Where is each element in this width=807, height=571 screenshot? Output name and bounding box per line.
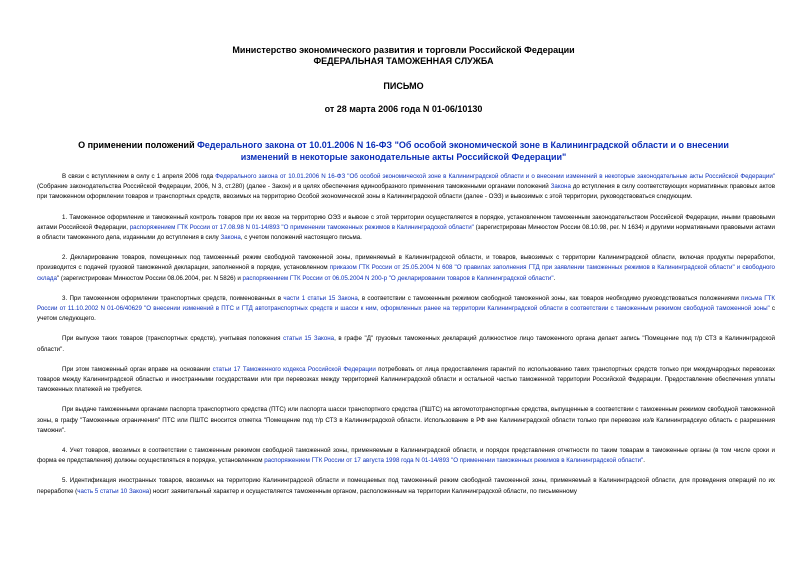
document-date-number: от 28 марта 2006 года N 01-06/10130 (324, 104, 483, 114)
subject-law-link[interactable]: Федерального закона от 10.01.2006 N 16-ФЗ "Об особой экономической зоне в Калининградской области и о внесении изменений в некоторые законодательные акты Российской Федерации" (197, 140, 729, 162)
legal-reference-link[interactable]: часть 5 статьи 10 Закона (77, 487, 150, 495)
paragraph-text: , в графе "Д" грузовых таможенных деклараций должностное лицо таможенного органа делает запись "Помещение под т/р СТЗ в Калининградской области". (37, 335, 775, 353)
paragraph-text: 1. Таможенное оформление и таможенный контроль товаров при их ввозе на территорию ОЭЗ и вывозе с этой территории осуществляется в порядке, установленном таможенным законодательством Российской Федерации, иными правовыми актами Российской Федерации, (37, 213, 775, 231)
paragraph-text: (зарегистрирован Минюстом России 08.10.98, рег. N 1634) и другими нормативными правовыми актами в области таможенного дела, изданными до вступления в силу (37, 223, 776, 242)
paragraph-text: . (553, 274, 556, 282)
service-title: ФЕДЕРАЛЬНАЯ ТАМОЖЕННАЯ СЛУЖБА (313, 56, 494, 66)
paragraph-text: до вступления в силу соответствующих нормативных правовых актов при таможенном оформлении товаров и транспортных средств, ввозимых на территорию Особой экономической зоны в Калининградской области (далее - ОЭЗ) и вывозимых с этой территории, руководствоваться следующим. (37, 183, 775, 201)
subject-prefix: О применении положений (78, 140, 198, 150)
paragraph (37, 405, 775, 436)
legal-reference-link[interactable]: приказом ГТК России от 25.05.2004 N 608 "О правилах заполнения ГТД при заявлении таможенных режимов в Калининградской области" и свободного склада (37, 264, 775, 282)
paragraph-text: , в соответствии с таможенным режимом свободной таможенной зоны, как товаров необходимо руководствоваться положениями (357, 294, 742, 302)
paragraph-text: При выдаче таможенными органами паспорта транспортного средства (ПТС) или паспорта шасси транспортного средства (ПШТС) на автомототранспортные средства, выпущенные в соответствии с таможенным режимом свободной таможенной зоны, в графу "Таможенные ограничения" ПТС или ПШТС вносится отметка "Помещение под т/р СТЗ в Калининградской области. Использование в РФ вне Калининградской области только при перевозке из/в Калининградскую область с разрешения таможни". (37, 406, 775, 434)
legal-reference-link[interactable]: распоряжением ГТК России от 17 августа 1998 года N 01-14/893 "О применении таможенных режимов в Калининградской области" (264, 457, 644, 465)
paragraph (37, 334, 775, 354)
document-type: ПИСЬМО (383, 81, 424, 91)
paragraph (37, 253, 775, 284)
document-body (37, 172, 775, 507)
paragraph-text: потребовать от лица предоставления гарантий по использованию таких транспортных средств только при международных перевозках товаров между Калининградской областью и иностранными государствами или при перевозках между территорией Калининградской области и остальной частью таможенной территории Российской Федерации. Предоставление обеспечения уплаты таможенных платежей не требуется. (37, 365, 776, 394)
paragraph-text: 5. Идентификация иностранных товаров, ввозимых на территорию Калининградской области и помещаемых под таможенный режим свободной таможенной зоны, применяемый в Калининградской области, для проведения операций по их переработке ( (37, 477, 775, 495)
paragraph-text: ) носит заявительный характер и осуществляется таможенным органом, расположенным на территории Калининградской области, по письменному (149, 487, 577, 495)
legal-reference-link[interactable]: Закона (220, 234, 241, 242)
paragraph-text: , с учетом положений настоящего письма. (240, 234, 362, 242)
document-subject (60, 139, 747, 163)
legal-reference-link[interactable]: письма ГТК России от 11.10.2002 N 01-06/40629 "О внесении изменений в ПТС и ГТД автотранспортных средств и шасси к ним, оформленных ранее на территории Калининградской области в соответствии с таможенным режимом свободной таможенной зоны" (37, 294, 775, 313)
paragraph-text: 4. Учет товаров, ввозимых в соответствии с таможенным режимом свободной таможенной зоны, применяемым в Калининградской области, и порядок представления отчетности по таким товарам в таможенные органы (в том числе сроки и форма ее представления) должны осуществляться в порядке, установленном (37, 447, 775, 465)
paragraph-text: При выпуске таких товаров (транспортных средств), учитывая положения (62, 335, 284, 343)
legal-reference-link[interactable]: части 1 статьи 15 Закона (283, 294, 358, 302)
legal-reference-link[interactable]: статьи 17 Таможенного кодекса Российской Федерации (212, 365, 376, 373)
paragraph-text: " (зарегистрирован Минюстом России 08.06.2004, рег. N 5826) и (56, 274, 243, 282)
legal-reference-link[interactable]: Закона (550, 183, 571, 191)
paragraph-text: 2. Декларирование товаров, помещенных под таможенный режим свободной таможенной зоны, применяемый в Калининградской области, и товаров, вывозимых с территории Калининградской области, включая продукты переработки, производится с подачей грузовой таможенной декларации, заполненной в порядке, установленном (37, 254, 775, 272)
paragraph (37, 476, 775, 496)
paragraph-text: В связи с вступлением в силу с 1 апреля 2006 года (62, 173, 216, 180)
paragraph (37, 213, 775, 244)
paragraph-text: с учетом следующего. (37, 305, 775, 323)
legal-reference-link[interactable]: распоряжением ГТК России от 17.08.98 N 01-14/893 "О применении таможенных режимов в Калининградской области" (127, 223, 474, 231)
paragraph (37, 446, 775, 466)
paragraph (37, 172, 775, 203)
paragraph-text: При этом таможенный орган вправе на основании (62, 365, 213, 373)
legal-reference-link[interactable]: статьи 15 Закона (283, 335, 335, 343)
legal-reference-link[interactable]: распоряжением ГТК России от 06.05.2004 N 200-р "О декларировании товаров в Калининградской области" (242, 274, 554, 282)
paragraph-text: (Собрание законодательства Российской Федерации, 2006, N 3, ст.280) (далее - Закон) и в целях обеспечения единообразного применения таможенными органами положений (37, 183, 551, 191)
paragraph-text: . (643, 457, 645, 465)
paragraph-text: 3. При таможенном оформлении транспортных средств, поименованных в (62, 294, 284, 302)
paragraph (37, 294, 775, 325)
paragraph (37, 365, 775, 396)
ministry-title: Министерство экономического развития и торговли Российской Федерации (232, 45, 575, 55)
legal-reference-link[interactable]: Федерального закона от 10.01.2006 N 16-ФЗ "Об особой экономической зоне в Калининградской области и о внесении изменений в некоторые законодательные акты Российской Федерации" (215, 173, 775, 180)
